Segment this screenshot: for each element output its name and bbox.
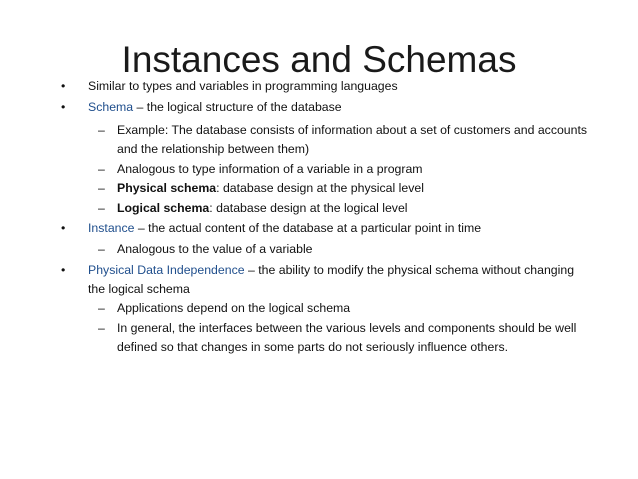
term-logical-schema: Logical schema [117, 201, 210, 215]
bullet-rest: – the actual content of the database at a particular point in time [134, 221, 482, 235]
sub-bullet-marker: – [98, 321, 105, 335]
bullet-text-cont: the logical schema [88, 282, 190, 296]
bullet-text [88, 98, 342, 117]
bullet-text [88, 261, 574, 280]
bullet-rest: – the logical structure of the database [133, 100, 342, 114]
sub-bullet-text [117, 199, 408, 218]
sub-bullet-marker: – [98, 123, 105, 137]
sub-bullet-marker: – [98, 162, 105, 176]
sub-bullet-marker: – [98, 301, 105, 315]
sub-bullet-text: Applications depend on the logical schema [117, 301, 351, 315]
sub-bullet-text-cont: and the relationship between them) [117, 142, 310, 156]
sub-bullet-text: Example: The database consists of information about a set of customers and accounts [117, 123, 588, 137]
term-physical-schema: Physical schema [117, 181, 217, 195]
sub-bullet-text-cont: defined so that changes in some parts do not seriously influence others. [117, 340, 509, 354]
sub-bullet-text: Analogous to the value of a variable [117, 242, 313, 256]
bullet-rest: : database design at the physical level [216, 181, 424, 195]
bullet-rest: : database design at the logical level [209, 201, 408, 215]
bullet-marker: • [61, 79, 66, 93]
bullet-marker: • [61, 221, 66, 235]
sub-bullet-text: Analogous to type information of a variable in a program [117, 162, 423, 176]
sub-bullet-text [117, 179, 424, 198]
bullet-marker: • [61, 263, 66, 277]
term-instance: Instance [88, 221, 135, 235]
bullet-marker: • [61, 100, 66, 114]
bullet-rest: – the ability to modify the physical schema without changing [244, 263, 575, 277]
sub-bullet-marker: – [98, 242, 105, 256]
bullet-text [88, 219, 481, 238]
bullet-text: Similar to types and variables in programming languages [88, 79, 398, 93]
sub-bullet-marker: – [98, 181, 105, 195]
term-physical-data-independence: Physical Data Independence [88, 263, 245, 277]
sub-bullet-marker: – [98, 201, 105, 215]
slide-title: Instances and Schemas [121, 39, 517, 80]
sub-bullet-text: In general, the interfaces between the various levels and components should be well [117, 321, 577, 335]
term-schema: Schema [88, 100, 134, 114]
